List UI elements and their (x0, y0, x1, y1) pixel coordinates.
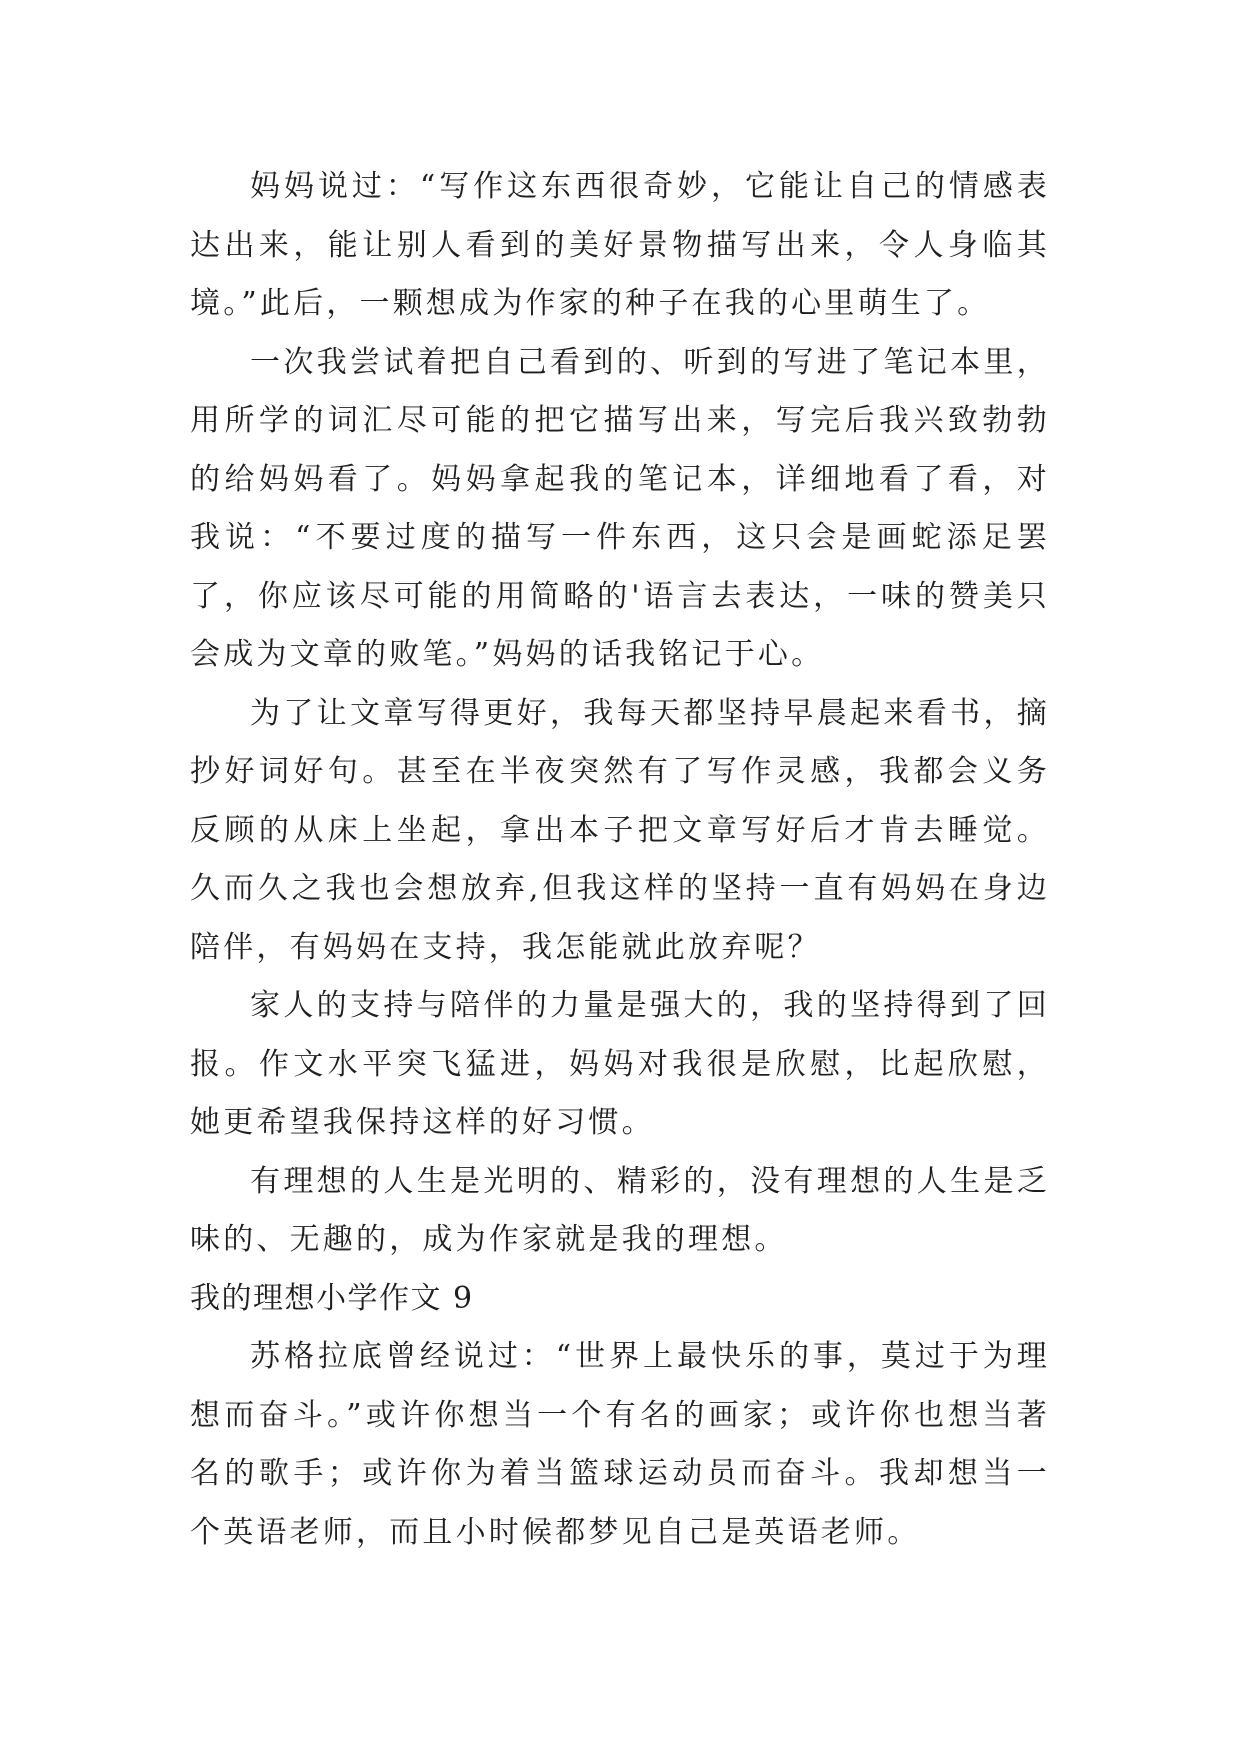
paragraph-socrates: 苏格拉底曾经说过：“世界上最快乐的事，莫过于为理想而奋斗。”或许你想当一个有名的画家；或许你也想当著名的歌手；或许你为着当篮球运动员而奋斗。我却想当一个英语老师，而且小时候都梦见自己是英语老师。 (190, 1339, 1050, 1550)
paragraph-ideal-life: 有理想的人生是光明的、精彩的，没有理想的人生是乏味的、无趣的，成为作家就是我的理想。 (190, 1163, 1050, 1257)
paragraph-family-support: 家人的支持与陪伴的力量是强大的，我的坚持得到了回报。作文水平突飞猛进，妈妈对我很是欣慰，比起欣慰，她更希望我保持这样的好习惯。 (190, 988, 1050, 1140)
paragraph-notebook: 一次我尝试着把自己看到的、听到的写进了笔记本里，用所学的词汇尽可能的把它描写出来，写完后我兴致勃勃的给妈妈看了。妈妈拿起我的笔记本，详细地看了看，对我说：“不要过度的描写一件东西，这只会是画蛇添足罢了，你应该尽可能的用简略的'语言去表达，一味的赞美只会成为文章的败笔。”妈妈的话我铭记于心。 (190, 344, 1050, 672)
paragraph-practice: 为了让文章写得更好，我每天都坚持早晨起来看书，摘抄好词好句。甚至在半夜突然有了写作灵感，我都会义务反顾的从床上坐起，拿出本子把文章写好后才肯去睡觉。久而久之我也会想放弃,但我这样的坚持一直有妈妈在身边陪伴，有妈妈在支持，我怎能就此放弃呢？ (190, 695, 1050, 965)
document-body (190, 158, 1050, 1562)
paragraph-mother-quote: 妈妈说过：“写作这东西很奇妙，它能让自己的情感表达出来，能让别人看到的美好景物描写出来，令人身临其境。”此后，一颗想成为作家的种子在我的心里萌生了。 (190, 169, 1050, 321)
section-heading: 我的理想小学作文 9 (190, 1280, 474, 1316)
